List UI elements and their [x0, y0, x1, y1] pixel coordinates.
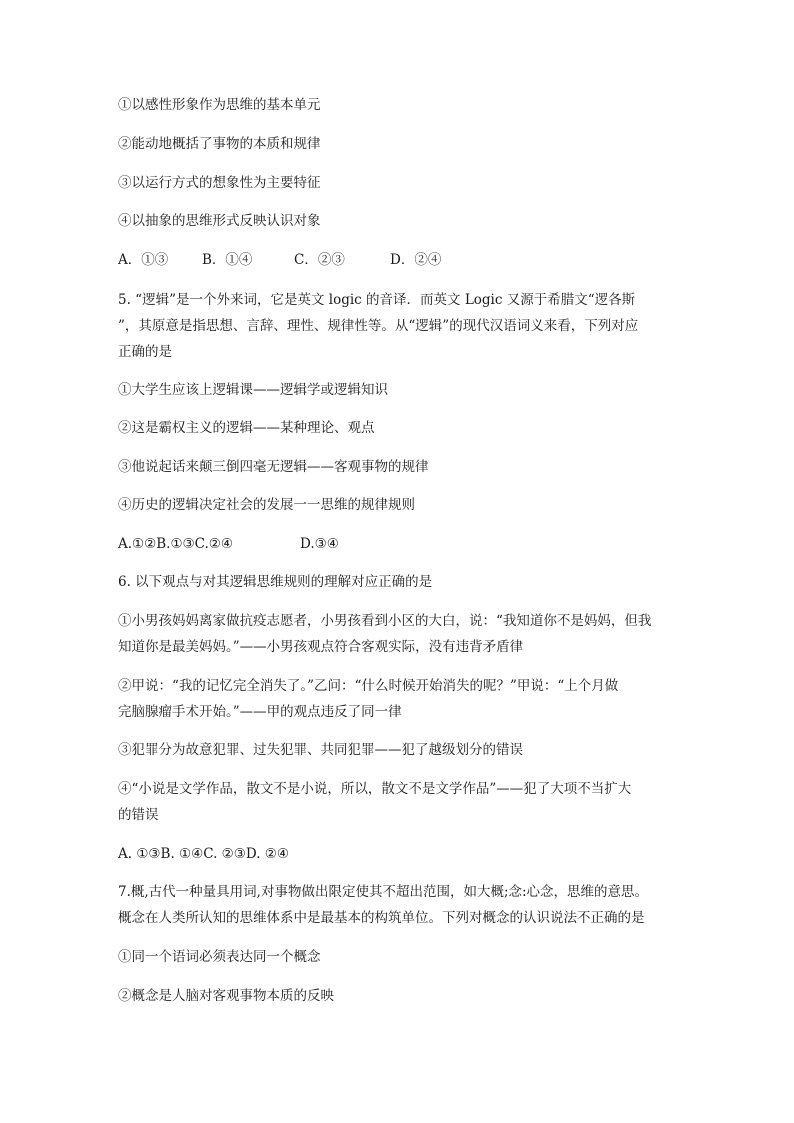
q6-stem: 6. 以下观点与对其逻辑思维规则的理解对应正确的是	[118, 574, 433, 590]
q6-item-2-line-2: 完脑腺瘤手术开始。”——甲的观点违反了同一律	[118, 704, 402, 720]
q5-stem-line-1: 5. “逻辑”是一个外来词，它是英文 logic 的音译．而英文 Logic 又源于希腊文“逻各斯	[118, 292, 636, 308]
q6-item-2-line-1: ②甲说：“我的记忆完全消失了。”乙问：“什么时候开始消失的呢？”甲说：“上个月做	[118, 678, 619, 694]
q5-stem-line-3: 正确的是	[118, 344, 172, 360]
q6-item-1-line-2: 知道你是最美妈妈。”——小男孩观点符合客观实际，没有违背矛盾律	[118, 639, 524, 655]
q4-option-a: A．①③	[118, 252, 169, 268]
q4-item-3: ③以运行方式的想象性为主要特征	[118, 175, 321, 191]
q6-item-1-line-1: ①小男孩妈妈离家做抗疫志愿者，小男孩看到小区的大白，说：“我知道你不是妈妈，但我	[118, 613, 652, 629]
q6-item-3: ③犯罪分为故意犯罪、过失犯罪、共同犯罪——犯了越级划分的错误	[118, 742, 523, 758]
q4-option-c: C．②③	[294, 252, 345, 268]
q6-item-4-line-2: 的错误	[118, 807, 159, 823]
q6-item-4-line-1: ④“小说是文学作品，散文不是小说，所以，散文不是文学作品”——犯了大项不当扩大	[118, 781, 632, 797]
q7-item-2: ②概念是人脑对客观事物本质的反映	[118, 988, 334, 1004]
q4-item-2: ②能动地概括了事物的本质和规律	[118, 136, 321, 152]
q4-item-4: ④以抽象的思维形式反映认识对象	[118, 213, 321, 229]
q7-stem-line-2: 概念在人类所认知的思维体系中是最基本的构筑单位。下列对概念的认识说法不正确的是	[118, 910, 645, 926]
q7-stem-line-1: 7.概,古代一种量具用词,对事物做出限定使其不超出范围，如大概;念:心念，思维的意思。	[118, 884, 649, 900]
q5-item-2: ②这是霸权主义的逻辑——某种理论、观点	[118, 420, 375, 436]
q5-item-3: ③他说起话来颠三倒四毫无逻辑——客观事物的规律	[118, 459, 429, 475]
q7-item-1: ①同一个语词必须表达同一个概念	[118, 949, 321, 965]
q6-options: A. ①③B. ①④C. ②③D. ②④	[118, 846, 290, 862]
q5-item-1: ①大学生应该上逻辑课——逻辑学或逻辑知识	[118, 382, 388, 398]
q5-item-4: ④历史的逻辑决定社会的发展一一思维的规律规则	[118, 497, 415, 513]
q5-options	[118, 534, 339, 554]
q4-option-d: D．②④	[390, 252, 442, 268]
q5-options-abc: A.①②B.①③C.②④	[118, 536, 234, 552]
q4-item-1: ①以感性形象作为思维的基本单元	[118, 97, 321, 113]
q5-stem-line-2: ”，其原意是指思想、言辞、理性、规律性等。从“逻辑”的现代汉语词义来看，下列对应	[118, 318, 639, 334]
q4-option-b: B．①④	[202, 252, 253, 268]
q4-options	[118, 250, 441, 270]
q5-option-d: D.③④	[300, 536, 339, 552]
